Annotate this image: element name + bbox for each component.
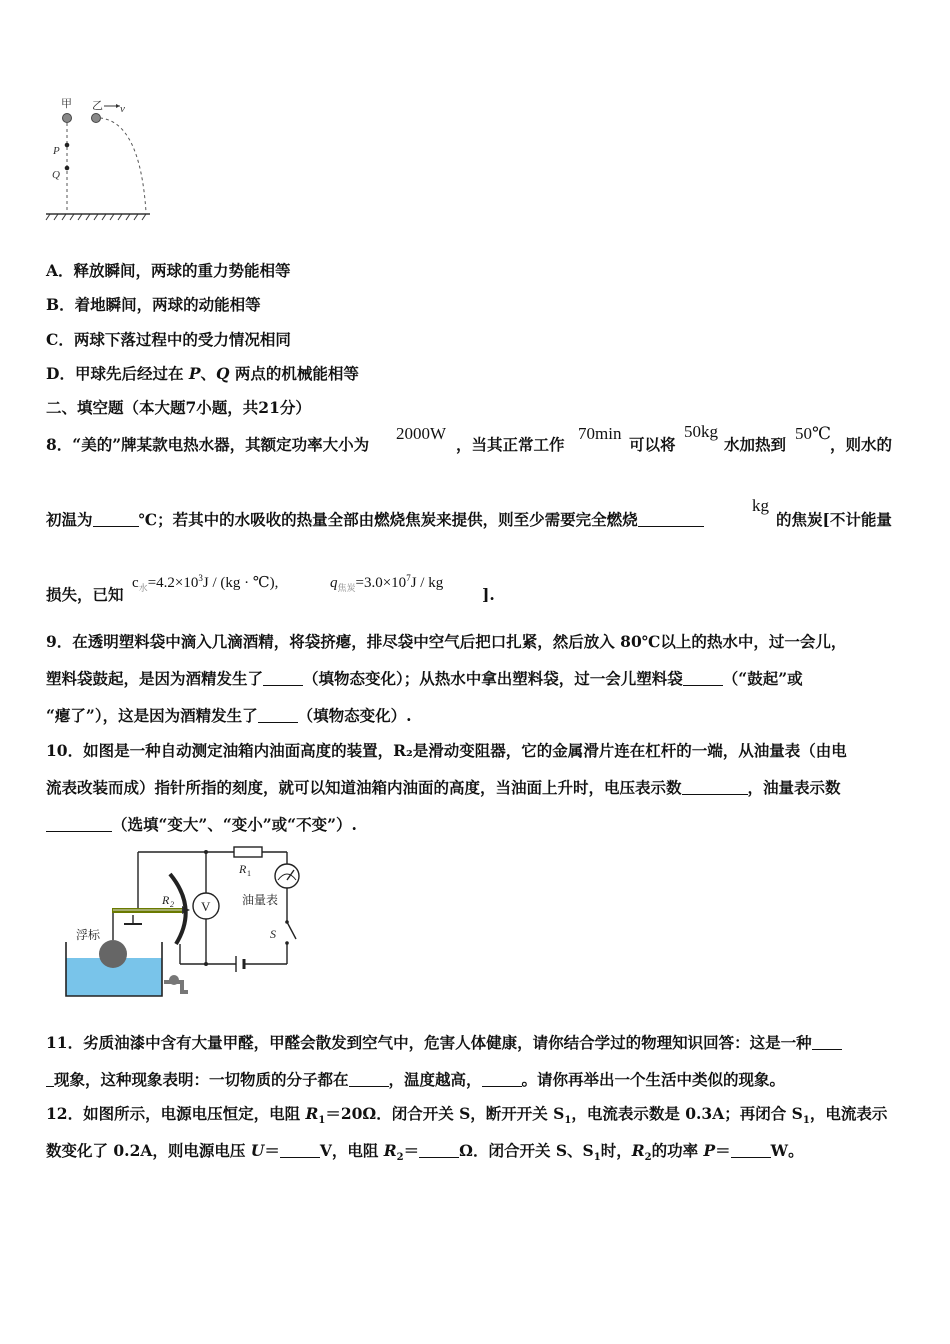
option-d: D．甲球先后经过在 P、Q 两点的机械能相等 [46,364,359,383]
q11-blank-1a[interactable] [812,1035,842,1050]
q11-line1: 11．劣质油漆中含有大量甲醛，甲醛会散发到空气中，危害人体健康，请你结合学过的物理知识回答：这是一种 [46,1033,842,1053]
float-ball [99,940,127,968]
q9-blank-2[interactable] [683,671,723,686]
q10-line2: 流表改装而成）指针所指的刻度，就可以知道油箱内油面的高度，当油面上升时，电压表示数 ，油量表示数 [46,778,841,797]
svg-text:1: 1 [247,869,251,878]
q8-seg1: 8．“美的”牌某款电热水器，其额定功率大小为 [46,435,370,454]
q8-mass: 50kg [684,422,718,441]
fig1-label-jia: 甲 [61,98,72,110]
q9-blank-3[interactable] [258,708,298,723]
q8-blank-coke-mass[interactable] [638,512,704,527]
oil-gauge-meter [275,864,299,888]
q8-unit-kg: kg [752,496,769,515]
switch-label: S [270,927,276,941]
q12-blank-resistance[interactable] [419,1143,459,1158]
option-a: A．释放瞬间，两球的重力势能相等 [46,261,291,280]
gauge-label: 油量表 [242,893,279,907]
q8-line2: 初温为 ℃；若其中的水吸收的热量全部由燃烧焦炭来提供，则至少需要完全燃烧 [46,510,704,530]
q12-blank-voltage[interactable] [280,1143,320,1158]
q8-temp: 50℃ [795,424,832,443]
q8-seg5: ，则水的 [830,435,893,454]
q11-line2: 现象，这种现象表明：一切物质的分子都在 ，温度越高， 。请你再举出一个生活中类似的现象。 [46,1070,785,1090]
option-c: C．两球下落过程中的受力情况相同 [46,330,291,349]
q9-line3: “瘪了”），这是因为酒精发生了 （填物态变化）. [46,706,412,725]
q11-blank-3[interactable] [482,1072,522,1087]
q8-line3-end: ]. [482,585,495,604]
fig1-label-yi: 乙 [92,100,103,112]
svg-text:R: R [239,862,247,876]
resistor-r1 [234,847,262,857]
q8-power: 2000W [396,424,447,443]
q8-seg3: 可以将 [629,435,676,454]
q8-formula-c: $c_水=4.2\times 10^3J / (kg$ · ℃), [132,573,279,593]
ball-jia [63,114,72,123]
svg-text:2: 2 [170,900,174,909]
option-b: B．着地瞬间，两球的动能相等 [46,295,261,314]
q12-blank-power[interactable] [731,1143,771,1158]
fig1-label-v: v [120,103,125,115]
q8-line3-start: 损失，已知 [46,585,124,604]
q8-formula-q: $q_{焦炭}=3.0\times 10^7J$ / kg [330,573,444,593]
svg-text:V: V [201,899,211,914]
svg-text:R: R [162,893,170,907]
q10-line3: （选填“变大”、“变小”或“不变”）. [46,815,357,835]
q10-blank-gauge[interactable] [46,817,112,832]
fig1-label-p: P [53,145,60,157]
q9-blank-1[interactable] [263,671,303,686]
q12-line1: 12．如图所示，电源电压恒定，电阻 $R_1=20\Omega$．闭合开关 S，断开开关 $S_1$，电流表示数是 0.3A；再闭合 $S_1$，电流表示 [46,1104,888,1127]
fig1-label-q: Q [52,169,60,181]
q10-line1: 10．如图是一种自动测定油箱内油面高度的装置，R₂是滑动变阻器，它的金属滑片连在杠杆的一端，从油量表（由电 [46,741,847,760]
float-label: 浮标 [76,928,101,942]
q10-blank-voltmeter[interactable] [682,780,748,795]
q9-line2: 塑料袋鼓起，是因为酒精发生了 （填物态变化）；从热水中拿出塑料袋，过一会儿塑料袋 （“鼓起”或 [46,669,803,688]
q12-line2: 数变化了 0.2A，则电源电压 U＝ V，电阻 $R_2= \Omega$．闭合开关 S、$S_1$时，$R_2$的功率 P＝ W。 [46,1141,804,1164]
section-heading: 二、填空题（本大题7小题，共21分） [46,398,311,417]
q8-time: 70min [578,424,622,443]
q11-blank-1b[interactable] [46,1072,54,1087]
q8-seg2: ，当其正常工作 [456,435,565,454]
falling-balls-figure [40,96,160,226]
q11-blank-2[interactable] [349,1072,389,1087]
oil-gauge-circuit-figure [58,842,318,1004]
ball-yi [92,114,101,123]
q8-blank-initial-temp[interactable] [93,512,139,527]
q8-seg4: 水加热到 [724,435,787,454]
q8-line2-end: 的焦炭[不计能量 [776,510,892,529]
q9-line1: 9．在透明塑料袋中滴入几滴酒精，将袋挤瘪，排尽袋中空气后把口扎紧，然后放入 80℃以上的热水中，过一会儿， [46,632,847,651]
